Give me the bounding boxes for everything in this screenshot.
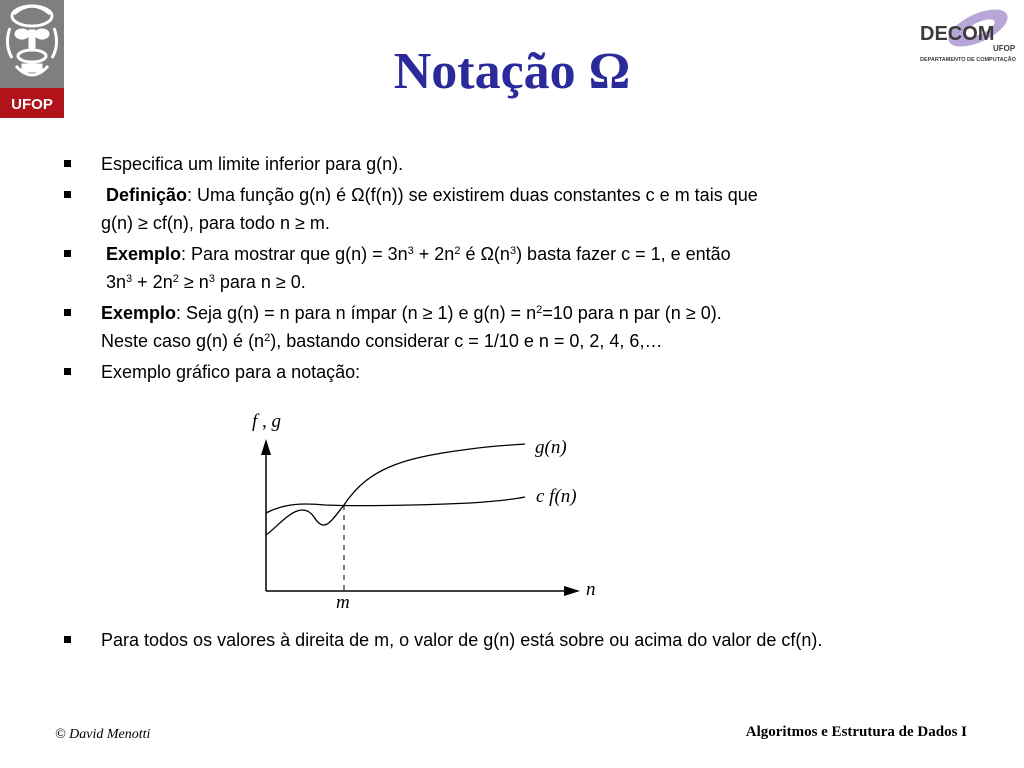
- bullet-label: Exemplo: [101, 303, 177, 323]
- omega-graph: [240, 405, 620, 615]
- bullet-square-icon: [64, 309, 71, 316]
- bullet-square-icon: [64, 250, 71, 257]
- y-axis-label: f , g: [252, 411, 282, 432]
- bullet-text: Especifica um limite inferior para g(n).: [101, 154, 404, 174]
- bullet-list: [62, 150, 1002, 389]
- bullet-label: Definição: [106, 185, 188, 205]
- slide-title: Notação Ω: [393, 43, 631, 100]
- curve-cf-label: c f(n): [536, 486, 577, 507]
- bullet-item: Exemplo: Seja g(n) = n para n ímpar (n ≥ 1) e $g(n) = n^2=10$ para n par (n ≥ 0). Neste caso g(n) é $(n^2)$, bastando considerar c = 1/10 e n = 0, 2, 4, 6,…: [62, 299, 1002, 355]
- bullet-item: [62, 150, 1002, 178]
- bullet-square-icon: [64, 160, 71, 167]
- bullet-square-icon: [64, 368, 71, 375]
- footer-author: © David Menotti: [55, 727, 151, 742]
- bullet-item: Exemplo: Para mostrar que $g(n) = 3n^3 + 2n^2$ é $\Omega(n^3)$ basta fazer c = 1, e então $3n^3 + 2n^2 \ge n^3$ para n ≥ 0.: [62, 240, 1002, 296]
- svg-text:DECOM: DECOM: [920, 23, 995, 45]
- bullet-item: [62, 626, 1002, 654]
- y-axis-arrow-icon: [261, 439, 271, 455]
- x-axis-arrow-icon: [564, 586, 580, 596]
- bullet-item: [62, 181, 1002, 237]
- bullet-text: Exemplo gráfico para a notação:: [101, 362, 361, 382]
- m-label: m: [336, 592, 350, 613]
- footer-course: Algoritmos e Estrutura de Dados I: [745, 724, 967, 740]
- bullet-square-icon: [64, 636, 71, 643]
- bullet-square-icon: [64, 191, 71, 198]
- bullet-label: Exemplo: [106, 244, 182, 264]
- bullet-list-bottom: [62, 626, 1002, 657]
- bullet-item: [62, 358, 1002, 386]
- svg-text:UFOP: UFOP: [11, 96, 53, 113]
- decom-ufop-text: UFOP: [993, 44, 1016, 53]
- bullet-text: Para todos os valores à direita de m, o valor de g(n) está sobre ou acima do valor de cf(n).: [101, 630, 823, 650]
- bullet-text: g(n) ≥ cf(n), para todo n ≥ m.: [101, 213, 330, 233]
- curve-g: [266, 444, 525, 535]
- svg-text:DEPARTAMENTO DE COMPUTAÇÃO: DEPARTAMENTO DE COMPUTAÇÃO: [920, 57, 1016, 63]
- curve-g-label: g(n): [535, 437, 567, 458]
- x-axis-label: n: [586, 579, 596, 600]
- bullet-text: : Uma função g(n) é Ω(f(n)) se existirem duas constantes c e m tais que: [187, 185, 758, 205]
